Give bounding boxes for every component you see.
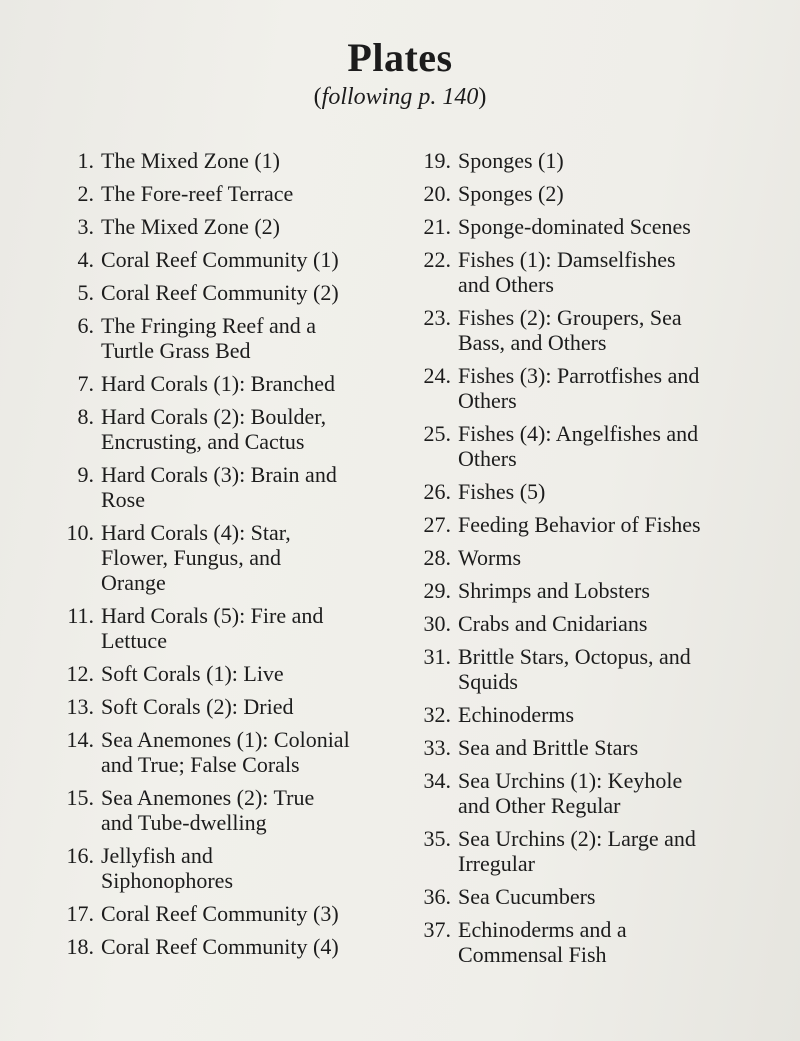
plate-title: Soft Corals (2): Dried xyxy=(101,694,294,719)
plate-number: 25. xyxy=(423,421,451,446)
plate-entry xyxy=(58,404,408,454)
plate-title: Worms xyxy=(458,545,522,570)
plate-entry xyxy=(58,603,408,653)
plate-title: Sponges (1) xyxy=(458,148,564,173)
plate-number: 32. xyxy=(423,702,451,727)
plate-title: The Mixed Zone (2) xyxy=(101,214,280,239)
subtitle-paren-close: ) xyxy=(478,84,487,110)
plate-title: Fishes (2): Groupers, Sea Bass, and Others xyxy=(458,305,682,355)
plate-title: Brittle Stars, Octopus, and Squids xyxy=(458,644,691,694)
plate-number: 19. xyxy=(423,148,451,173)
plate-number: 16. xyxy=(66,843,94,868)
plate-number: 21. xyxy=(423,214,451,239)
plates-list-right xyxy=(408,148,788,975)
plate-title: Crabs and Cnidarians xyxy=(458,611,648,636)
plate-number: 17. xyxy=(66,901,94,926)
plate-title: Sponge-dominated Scenes xyxy=(458,214,691,239)
plate-entry xyxy=(58,148,408,173)
plate-entry xyxy=(408,702,788,727)
page-title: Plates xyxy=(347,35,453,80)
plate-number: 26. xyxy=(423,479,451,504)
plate-entry xyxy=(58,371,408,396)
plate-entry xyxy=(58,694,408,719)
plate-number: 20. xyxy=(423,181,451,206)
plate-number: 30. xyxy=(423,611,451,636)
plate-title: The Mixed Zone (1) xyxy=(101,148,280,173)
plate-number: 11. xyxy=(67,603,94,628)
plate-title: The Fore-reef Terrace xyxy=(101,181,294,206)
plate-number: 35. xyxy=(423,826,451,851)
plate-entry xyxy=(408,644,788,694)
plate-number: 14. xyxy=(66,727,94,752)
plate-title: Coral Reef Community (2) xyxy=(101,280,339,305)
subtitle-paren-open: ( xyxy=(313,84,322,110)
plate-title: Fishes (5) xyxy=(458,479,546,504)
plate-number: 37. xyxy=(423,917,451,942)
plate-entry xyxy=(58,785,408,835)
plate-entry xyxy=(408,363,788,413)
plate-entry xyxy=(58,214,408,239)
plate-number: 29. xyxy=(423,578,451,603)
plate-title: The Fringing Reef and a Turtle Grass Bed xyxy=(101,313,317,363)
plate-entry xyxy=(408,247,788,297)
plate-title: Hard Corals (3): Brain and Rose xyxy=(101,462,337,512)
plate-number: 31. xyxy=(423,644,451,669)
plate-entry xyxy=(408,735,788,760)
plate-number: 12. xyxy=(66,661,94,686)
page-subtitle xyxy=(0,84,800,111)
plate-entry xyxy=(408,884,788,909)
plate-entry xyxy=(408,512,788,537)
plate-title: Coral Reef Community (3) xyxy=(101,901,339,926)
plate-entry xyxy=(408,214,788,239)
plate-entry xyxy=(408,421,788,471)
plate-title: Sea Anemones (1): Colonial and True; False Corals xyxy=(101,727,350,777)
plate-title: Sea Cucumbers xyxy=(458,884,596,909)
plate-number: 18. xyxy=(66,934,94,959)
plate-number: 2. xyxy=(77,181,94,206)
plate-title: Shrimps and Lobsters xyxy=(458,578,650,603)
plate-entry xyxy=(58,727,408,777)
plate-entry xyxy=(408,305,788,355)
plate-title: Jellyfish and Siphonophores xyxy=(101,843,233,893)
plate-title: Fishes (3): Parrotfishes and Others xyxy=(458,363,700,413)
plate-title: Sea Urchins (1): Keyhole and Other Regular xyxy=(458,768,683,818)
plate-number: 7. xyxy=(77,371,94,396)
plate-title: Sea Anemones (2): True and Tube-dwelling xyxy=(101,785,315,835)
plate-number: 10. xyxy=(66,520,94,545)
plate-number: 36. xyxy=(423,884,451,909)
subtitle-text: following p. 140 xyxy=(321,84,479,110)
plate-number: 13. xyxy=(66,694,94,719)
plate-number: 5. xyxy=(77,280,94,305)
plate-number: 24. xyxy=(423,363,451,388)
plate-number: 23. xyxy=(423,305,451,330)
plate-title: Hard Corals (1): Branched xyxy=(101,371,335,396)
plate-title: Sponges (2) xyxy=(458,181,564,206)
plate-entry xyxy=(408,826,788,876)
plate-entry xyxy=(408,768,788,818)
plate-entry xyxy=(58,843,408,893)
plate-entry xyxy=(58,901,408,926)
plate-entry xyxy=(58,934,408,959)
plate-title: Echinoderms and a Commensal Fish xyxy=(458,917,627,967)
plate-title: Echinoderms xyxy=(458,702,575,727)
plate-entry xyxy=(58,181,408,206)
plate-number: 33. xyxy=(423,735,451,760)
plate-number: 27. xyxy=(423,512,451,537)
plate-number: 3. xyxy=(77,214,94,239)
plate-entry xyxy=(408,479,788,504)
plate-entry xyxy=(408,917,788,967)
plate-title: Coral Reef Community (1) xyxy=(101,247,339,272)
plate-number: 6. xyxy=(77,313,94,338)
plate-number: 8. xyxy=(77,404,94,429)
plate-entry xyxy=(58,247,408,272)
plate-title: Fishes (4): Angelfishes and Others xyxy=(458,421,699,471)
plate-title: Hard Corals (4): Star, Flower, Fungus, and Orange xyxy=(101,520,291,595)
plate-number: 1. xyxy=(77,148,94,173)
plate-title: Soft Corals (1): Live xyxy=(101,661,284,686)
plate-entry xyxy=(408,545,788,570)
plate-title: Feeding Behavior of Fishes xyxy=(458,512,701,537)
plate-number: 9. xyxy=(77,462,94,487)
plate-title: Hard Corals (2): Boulder, Encrusting, and Cactus xyxy=(101,404,327,454)
plate-entry xyxy=(408,611,788,636)
plate-entry xyxy=(408,148,788,173)
plate-title: Sea Urchins (2): Large and Irregular xyxy=(458,826,696,876)
plate-entry xyxy=(58,520,408,595)
plate-number: 22. xyxy=(423,247,451,272)
plate-entry xyxy=(58,462,408,512)
plate-title: Coral Reef Community (4) xyxy=(101,934,339,959)
plates-list-left xyxy=(58,148,408,967)
plate-entry xyxy=(58,280,408,305)
plate-entry xyxy=(58,313,408,363)
plate-entry xyxy=(408,181,788,206)
plate-title: Fishes (1): Damselfishes and Others xyxy=(458,247,676,297)
plate-number: 4. xyxy=(77,247,94,272)
plate-title: Hard Corals (5): Fire and Lettuce xyxy=(101,603,324,653)
plate-title: Sea and Brittle Stars xyxy=(458,735,639,760)
plate-entry xyxy=(408,578,788,603)
plate-entry xyxy=(58,661,408,686)
plate-number: 15. xyxy=(66,785,94,810)
plate-number: 34. xyxy=(423,768,451,793)
plate-number: 28. xyxy=(423,545,451,570)
